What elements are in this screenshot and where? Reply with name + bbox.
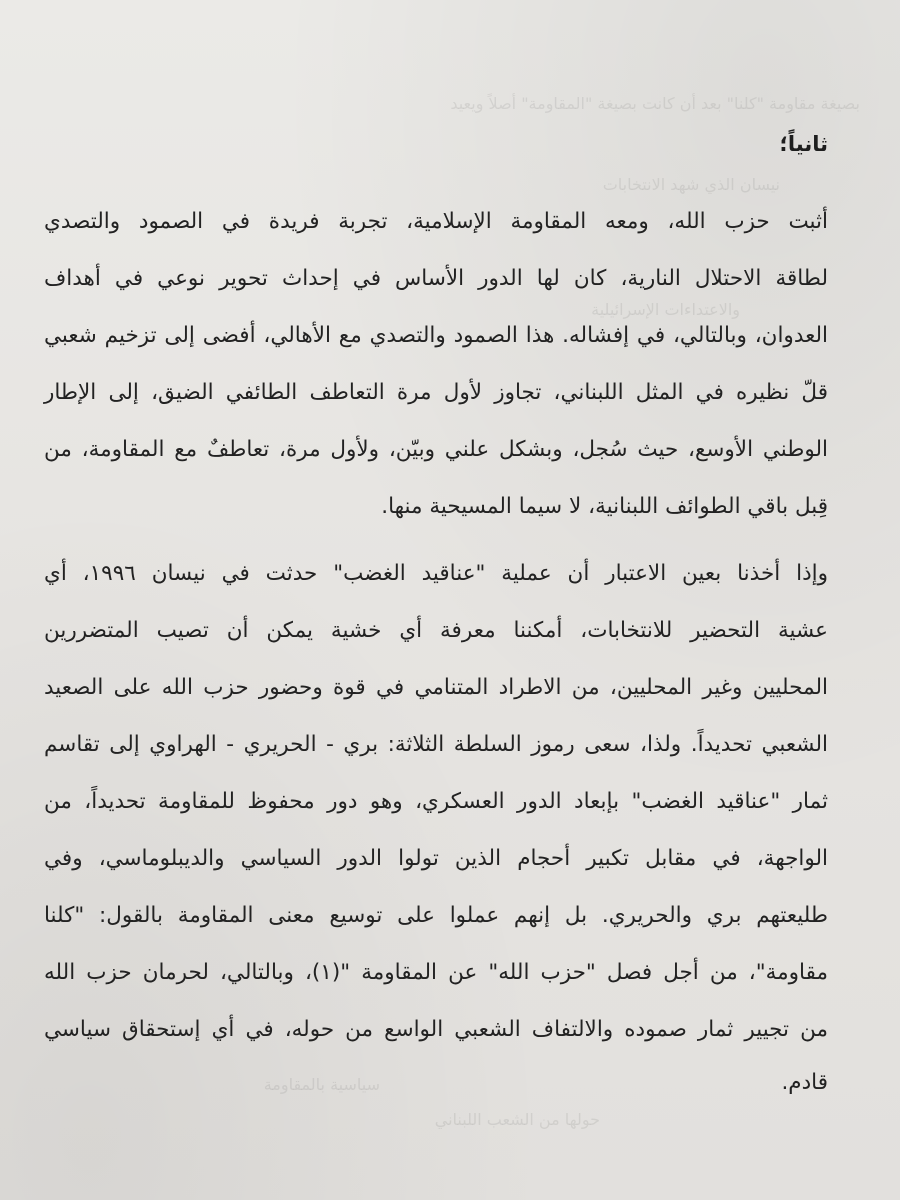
- section-heading: ثانياً؛: [779, 132, 828, 156]
- paragraph-2-line-7: طليعتهم بري والحريري. بل إنهم عملوا على توسيع معنى المقاومة بالقول: "كلنا: [44, 903, 828, 928]
- bleed-through-text: بصيغة مقاومة "كلنا" بعد أن كانت بصيغة "المقاومة" أصلاً ويعيد: [450, 94, 860, 113]
- bleed-through-text: حولها من الشعب اللبناني: [434, 1110, 600, 1129]
- paragraph-1-line-5: الوطني الأوسع، حيث سُجل، وبشكل علني وبيّن، ولأول مرة، تعاطفٌ مع المقاومة، من: [44, 437, 828, 462]
- paragraph-1-line-1: أثبت حزب الله، ومعه المقاومة الإسلامية، تجربة فريدة في الصمود والتصدي: [44, 209, 828, 234]
- paragraph-2-line-10: قادم.: [781, 1070, 828, 1095]
- paragraph-2-line-8: مقاومة"، من أجل فصل "حزب الله" عن المقاومة "(١)، وبالتالي، لحرمان حزب الله: [44, 960, 828, 985]
- paragraph-1-line-4: قلّ نظيره في المثل اللبناني، تجاوز لأول مرة التعاطف الطائفي الضيق، إلى الإطار: [44, 380, 828, 405]
- paragraph-2-line-5: ثمار "عناقيد الغضب" بإبعاد الدور العسكري، وهو دور محفوظ للمقاومة تحديداً، من: [44, 789, 828, 814]
- paragraph-2-line-6: الواجهة، في مقابل تكبير أحجام الذين تولوا الدور السياسي والديبلوماسي، وفي: [44, 846, 828, 871]
- bleed-through-text: والاعتداءات الإسرائيلية: [591, 300, 740, 319]
- paragraph-1-line-3: العدوان، وبالتالي، في إفشاله. هذا الصمود والتصدي مع الأهالي، أفضى إلى تزخيم شعبي: [44, 323, 828, 348]
- paragraph-2-line-3: المحليين وغير المحليين، من الاطراد المتنامي في قوة وحضور حزب الله على الصعيد: [44, 675, 828, 700]
- paragraph-1-line-2: لطاقة الاحتلال النارية، كان لها الدور الأساس في إحداث تحوير نوعي في أهداف: [44, 266, 828, 291]
- paragraph-2-line-9: من تجيير ثمار صموده والالتفاف الشعبي الواسع من حوله، في أي إستحقاق سياسي: [44, 1017, 828, 1042]
- paragraph-1-line-6: قِبل باقي الطوائف اللبنانية، لا سيما المسيحية منها.: [381, 494, 828, 519]
- paragraph-2-line-1: وإذا أخذنا بعين الاعتبار أن عملية "عناقيد الغضب" حدثت في نيسان ١٩٩٦، أي: [44, 561, 828, 586]
- paragraph-2-line-2: عشية التحضير للانتخابات، أمكننا معرفة أي خشية يمكن أن تصيب المتضررين: [44, 618, 828, 643]
- paragraph-2-line-4: الشعبي تحديداً. ولذا، سعى رموز السلطة الثلاثة: بري - الحريري - الهراوي إلى تقاسم: [44, 732, 828, 757]
- bleed-through-text: نيسان الذي شهد الانتخابات: [602, 175, 780, 194]
- bleed-through-text: سياسية بالمقاومة: [263, 1075, 380, 1094]
